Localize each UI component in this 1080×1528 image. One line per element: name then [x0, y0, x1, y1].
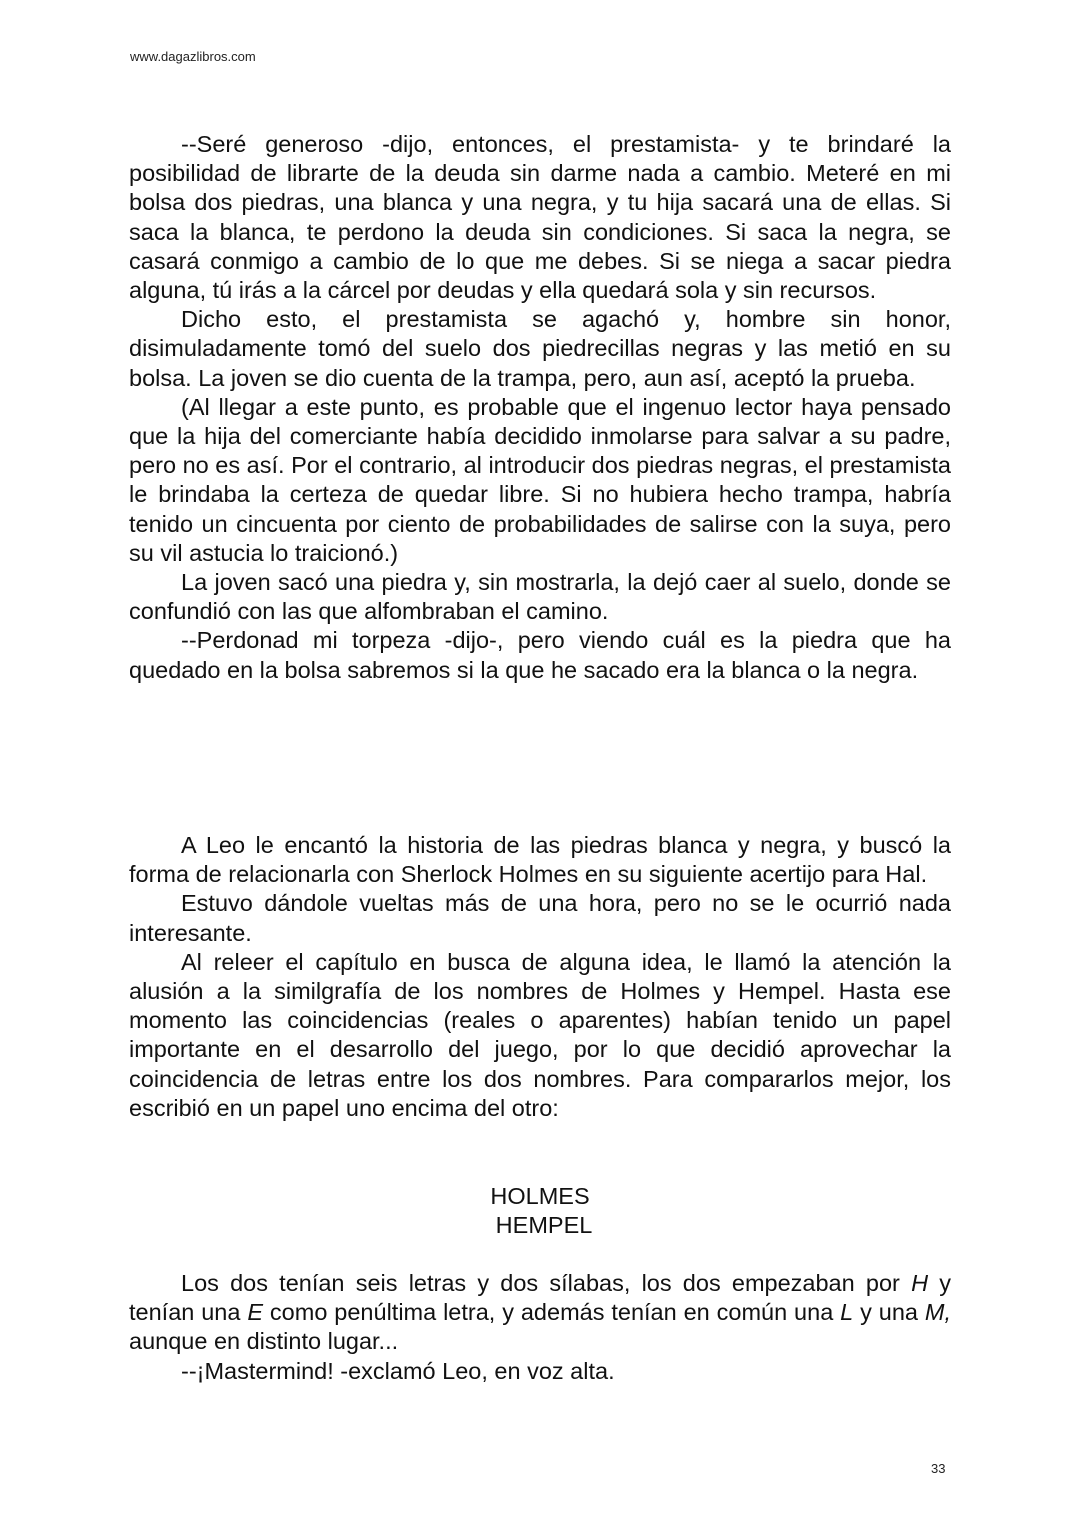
paragraph: Estuvo dándole vueltas más de una hora, pero no se le ocurrió nada interesante. [129, 890, 951, 946]
text-run: como penúltima letra, y además tenían en común una [263, 1299, 841, 1326]
page-number: 33 [931, 1461, 946, 1476]
name-hempel: HEMPEL [495, 1212, 593, 1239]
paragraph: --¡Mastermind! -exclamó Leo, en voz alta. [181, 1357, 615, 1384]
text-run: Los dos tenían seis letras y dos sílabas, los dos empezaban por [181, 1270, 912, 1296]
paragraph: Al releer el capítulo en busca de alguna idea, le llamó la atención la alusión a la similgrafía de los nombres de Holmes y Hempel. Hasta ese momento las coincidencias (reales o aparentes) habían tenido un papel importante en el desarrollo del juego, por lo que decidió aprovechar la coincidencia de letras entre los dos nombres. Para compararlos mejor, los escribió en un papel uno encima del otro: [129, 948, 951, 1121]
header-url: www.dagazlibros.com [130, 49, 256, 64]
paragraph: --Seré generoso -dijo, entonces, el prestamista- y te brindaré la posibilidad de librarte de la deuda sin darme nada a cambio. Meteré en mi bolsa dos piedras, una blanca y una negra, y tu hija sacará una de ellas. Si saca la blanca, te perdono la deuda sin condiciones. Si saca la negra, se casará conmigo a cambio de lo que me debes. Si se niega a sacar piedra alguna, tú irás a la cárcel por deudas y ella quedará sola y sin recursos. [129, 131, 951, 304]
text-run: aunque en distinto lugar... [129, 1328, 399, 1355]
name-holmes: HOLMES [490, 1183, 590, 1209]
paragraph: --Perdonad mi torpeza -dijo-, pero viendo cuál es la piedra que ha quedado en la bolsa sabremos si la que he sacado era la blanca o la negra. [129, 627, 951, 683]
names-comparison [129, 1182, 951, 1240]
paragraph: A Leo le encantó la historia de las piedras blanca y negra, y buscó la forma de relacionarla con Sherlock Holmes en su siguiente acertijo para Hal. [129, 832, 951, 888]
italic-letter: H [911, 1270, 929, 1296]
narrative-section [129, 831, 951, 1123]
italic-letter: L [840, 1299, 854, 1326]
text-run: y tenían una [129, 1270, 951, 1326]
text-run: y una [853, 1299, 925, 1326]
paragraph: (Al llegar a este punto, es probable que el ingenuo lector haya pensado que la hija del comerciante había decidido inmolarse para salvar a su padre, pero no es así. Por el contrario, al introducir dos piedras negras, el prestamista le brindaba la certeza de quedar libre. Si no hubiera hecho trampa, habría tenido un cincuenta por ciento de probabilidades de salirse con la suya, pero su vil astucia lo traicionó.) [129, 393, 951, 566]
paragraph: Dicho esto, el prestamista se agachó y, hombre sin honor, disimuladamente tomó del suelo dos piedrecillas negras y las metió en su bolsa. La joven se dio cuenta de la trampa, pero, aun así, aceptó la prueba. [129, 306, 951, 391]
paragraph [129, 1269, 951, 1357]
italic-letter: M, [924, 1299, 952, 1326]
story-section [129, 130, 951, 685]
italic-letter: E [247, 1299, 264, 1326]
paragraph: La joven sacó una piedra y, sin mostrarla, la dejó caer al suelo, donde se confundió con las que alfombraban el camino. [129, 569, 951, 625]
conclusion-section [129, 1269, 951, 1386]
